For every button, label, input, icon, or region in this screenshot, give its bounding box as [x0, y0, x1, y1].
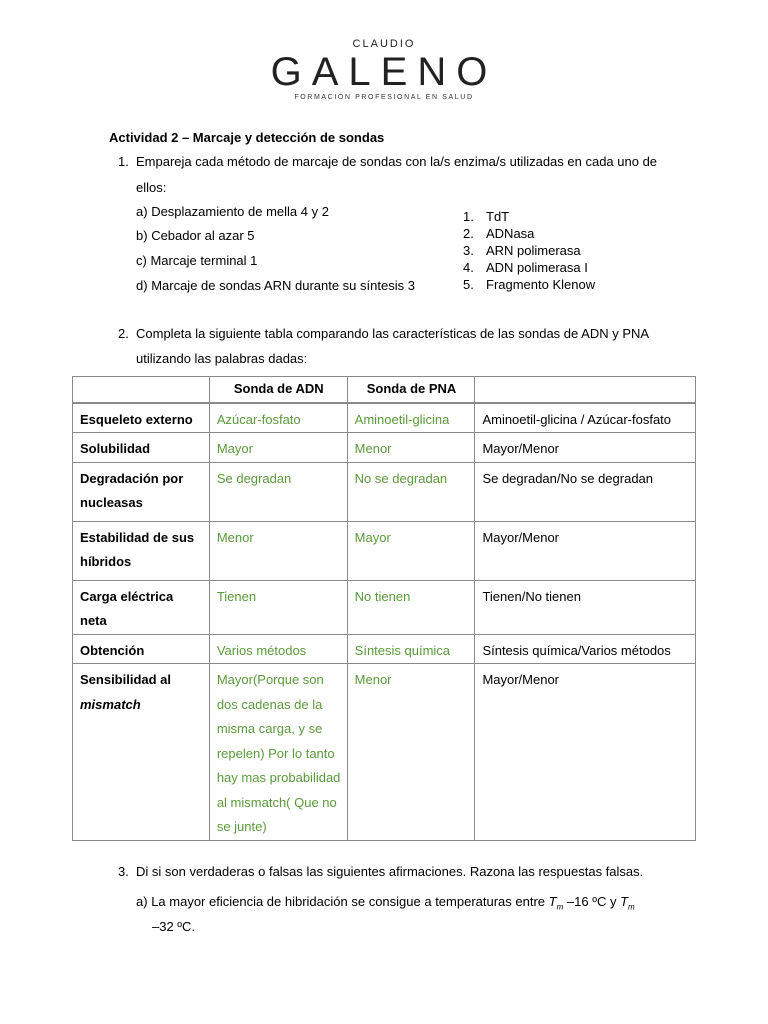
q2-number: 2. [118, 326, 129, 341]
table-header-cell: Sonda de ADN [209, 377, 347, 403]
words-cell: Mayor/Menor [475, 433, 696, 463]
table-header-cell: Sonda de PNA [347, 377, 475, 403]
enzyme-option: 1. TdT [463, 209, 510, 224]
row-label: Esqueleto externo [73, 403, 210, 433]
table-header-cell [73, 377, 210, 403]
table-header-cell [475, 377, 696, 403]
q3-number: 3. [118, 864, 129, 879]
q1-item-text: Cebador al azar 5 [151, 228, 255, 243]
row-label: Solubilidad [73, 433, 210, 463]
table-header-row [73, 377, 696, 403]
pna-cell: No tienen [347, 580, 475, 634]
pna-cell: No se degradan [347, 462, 475, 521]
table-row [73, 403, 696, 433]
q1-item-letter: a) [136, 204, 148, 219]
q1-item-text: Marcaje de sondas ARN durante su síntesis 3 [151, 278, 415, 293]
logo-subtitle: FORMACIÓN PROFESIONAL EN SALUD [294, 94, 474, 101]
q1-item-letter: d) [136, 278, 148, 293]
table-row [73, 433, 696, 463]
q3-item-a-end: –32 ºC. [152, 919, 196, 934]
words-cell: Síntesis química/Varios métodos [475, 634, 696, 664]
words-cell: Aminoetil-glicina / Azúcar-fosfato [475, 403, 696, 433]
pna-cell: Menor [347, 664, 475, 841]
q3-item-text: La mayor eficiencia de hibridación se consigue a temperaturas entre [151, 894, 546, 909]
adn-cell: Mayor(Porque son dos cadenas de la misma carga, y se repelen) Por lo tanto hay mas probabilidad al mismatch( Que no se junte) [209, 664, 347, 841]
row-label: Obtención [73, 634, 210, 664]
comparison-table [72, 376, 696, 841]
enzyme-options-list [463, 208, 595, 293]
adn-cell: Mayor [209, 433, 347, 463]
logo-brand: GALENO [270, 50, 498, 94]
table-row [73, 580, 696, 634]
q1-item-text: Marcaje terminal 1 [150, 253, 258, 268]
enzyme-option: 2. ADNasa [463, 226, 535, 241]
adn-cell: Tienen [209, 580, 347, 634]
adn-cell: Menor [209, 521, 347, 580]
q1-text-line1: Empareja cada método de marcaje de sondas con la/s enzima/s utilizadas en cada uno de [136, 154, 658, 169]
q2-text-line1: Completa la siguiente tabla comparando las características de las sondas de ADN y PNA [136, 326, 650, 341]
q3-item-text-mid: –16 ºC y [566, 894, 617, 909]
enzyme-option: 3. ARN polimerasa [463, 243, 581, 258]
q1-item-b [136, 228, 255, 243]
table-row [73, 462, 696, 521]
adn-cell: Varios métodos [209, 634, 347, 664]
pna-cell: Menor [347, 433, 475, 463]
pna-cell: Aminoetil-glicina [347, 403, 475, 433]
row-label [73, 664, 210, 841]
q3-item-letter: a) [136, 894, 148, 909]
pna-cell: Síntesis química [347, 634, 475, 664]
table-row [73, 664, 696, 841]
logo-top-text: CLAUDIO [352, 38, 416, 50]
enzyme-option: 4. ADN polimerasa I [463, 260, 588, 275]
row-label: Carga eléctrica neta [73, 580, 210, 634]
table-row [73, 521, 696, 580]
q1-number: 1. [118, 154, 129, 169]
enzyme-option: 5. Fragmento Klenow [463, 277, 596, 292]
table-row [73, 634, 696, 664]
adn-cell: Se degradan [209, 462, 347, 521]
galeno-logo [0, 38, 768, 101]
activity-title: Actividad 2 – Marcaje y detección de sondas [109, 130, 385, 145]
tm-symbol: $T_m$ [548, 894, 564, 912]
q1-item-letter: c) [136, 253, 147, 268]
tm-symbol: $T_m$ [620, 894, 635, 912]
words-cell: Tienen/No tienen [475, 580, 696, 634]
row-label: Degradación por nucleasas [73, 462, 210, 521]
q1-item-text: Desplazamiento de mella 4 y 2 [151, 204, 329, 219]
pna-cell: Mayor [347, 521, 475, 580]
q1-text-line2: ellos: [136, 180, 167, 195]
q1-item-a [136, 204, 329, 219]
q3-item-a [136, 894, 635, 912]
q3-text: Di si son verdaderas o falsas las siguientes afirmaciones. Razona las respuestas falsas. [136, 864, 644, 879]
words-cell: Mayor/Menor [475, 664, 696, 841]
q1-item-letter: b) [136, 228, 148, 243]
row-label: Estabilidad de sus híbridos [73, 521, 210, 580]
words-cell: Se degradan/No se degradan [475, 462, 696, 521]
adn-cell: Azúcar-fosfato [209, 403, 347, 433]
row-label-text: Sensibilidad al [80, 672, 172, 687]
q1-item-d [136, 278, 415, 293]
q1-item-c [136, 253, 257, 268]
words-cell: Mayor/Menor [475, 521, 696, 580]
q2-text-line2: utilizando las palabras dadas: [136, 351, 308, 366]
row-label-italic: mismatch [80, 696, 141, 712]
